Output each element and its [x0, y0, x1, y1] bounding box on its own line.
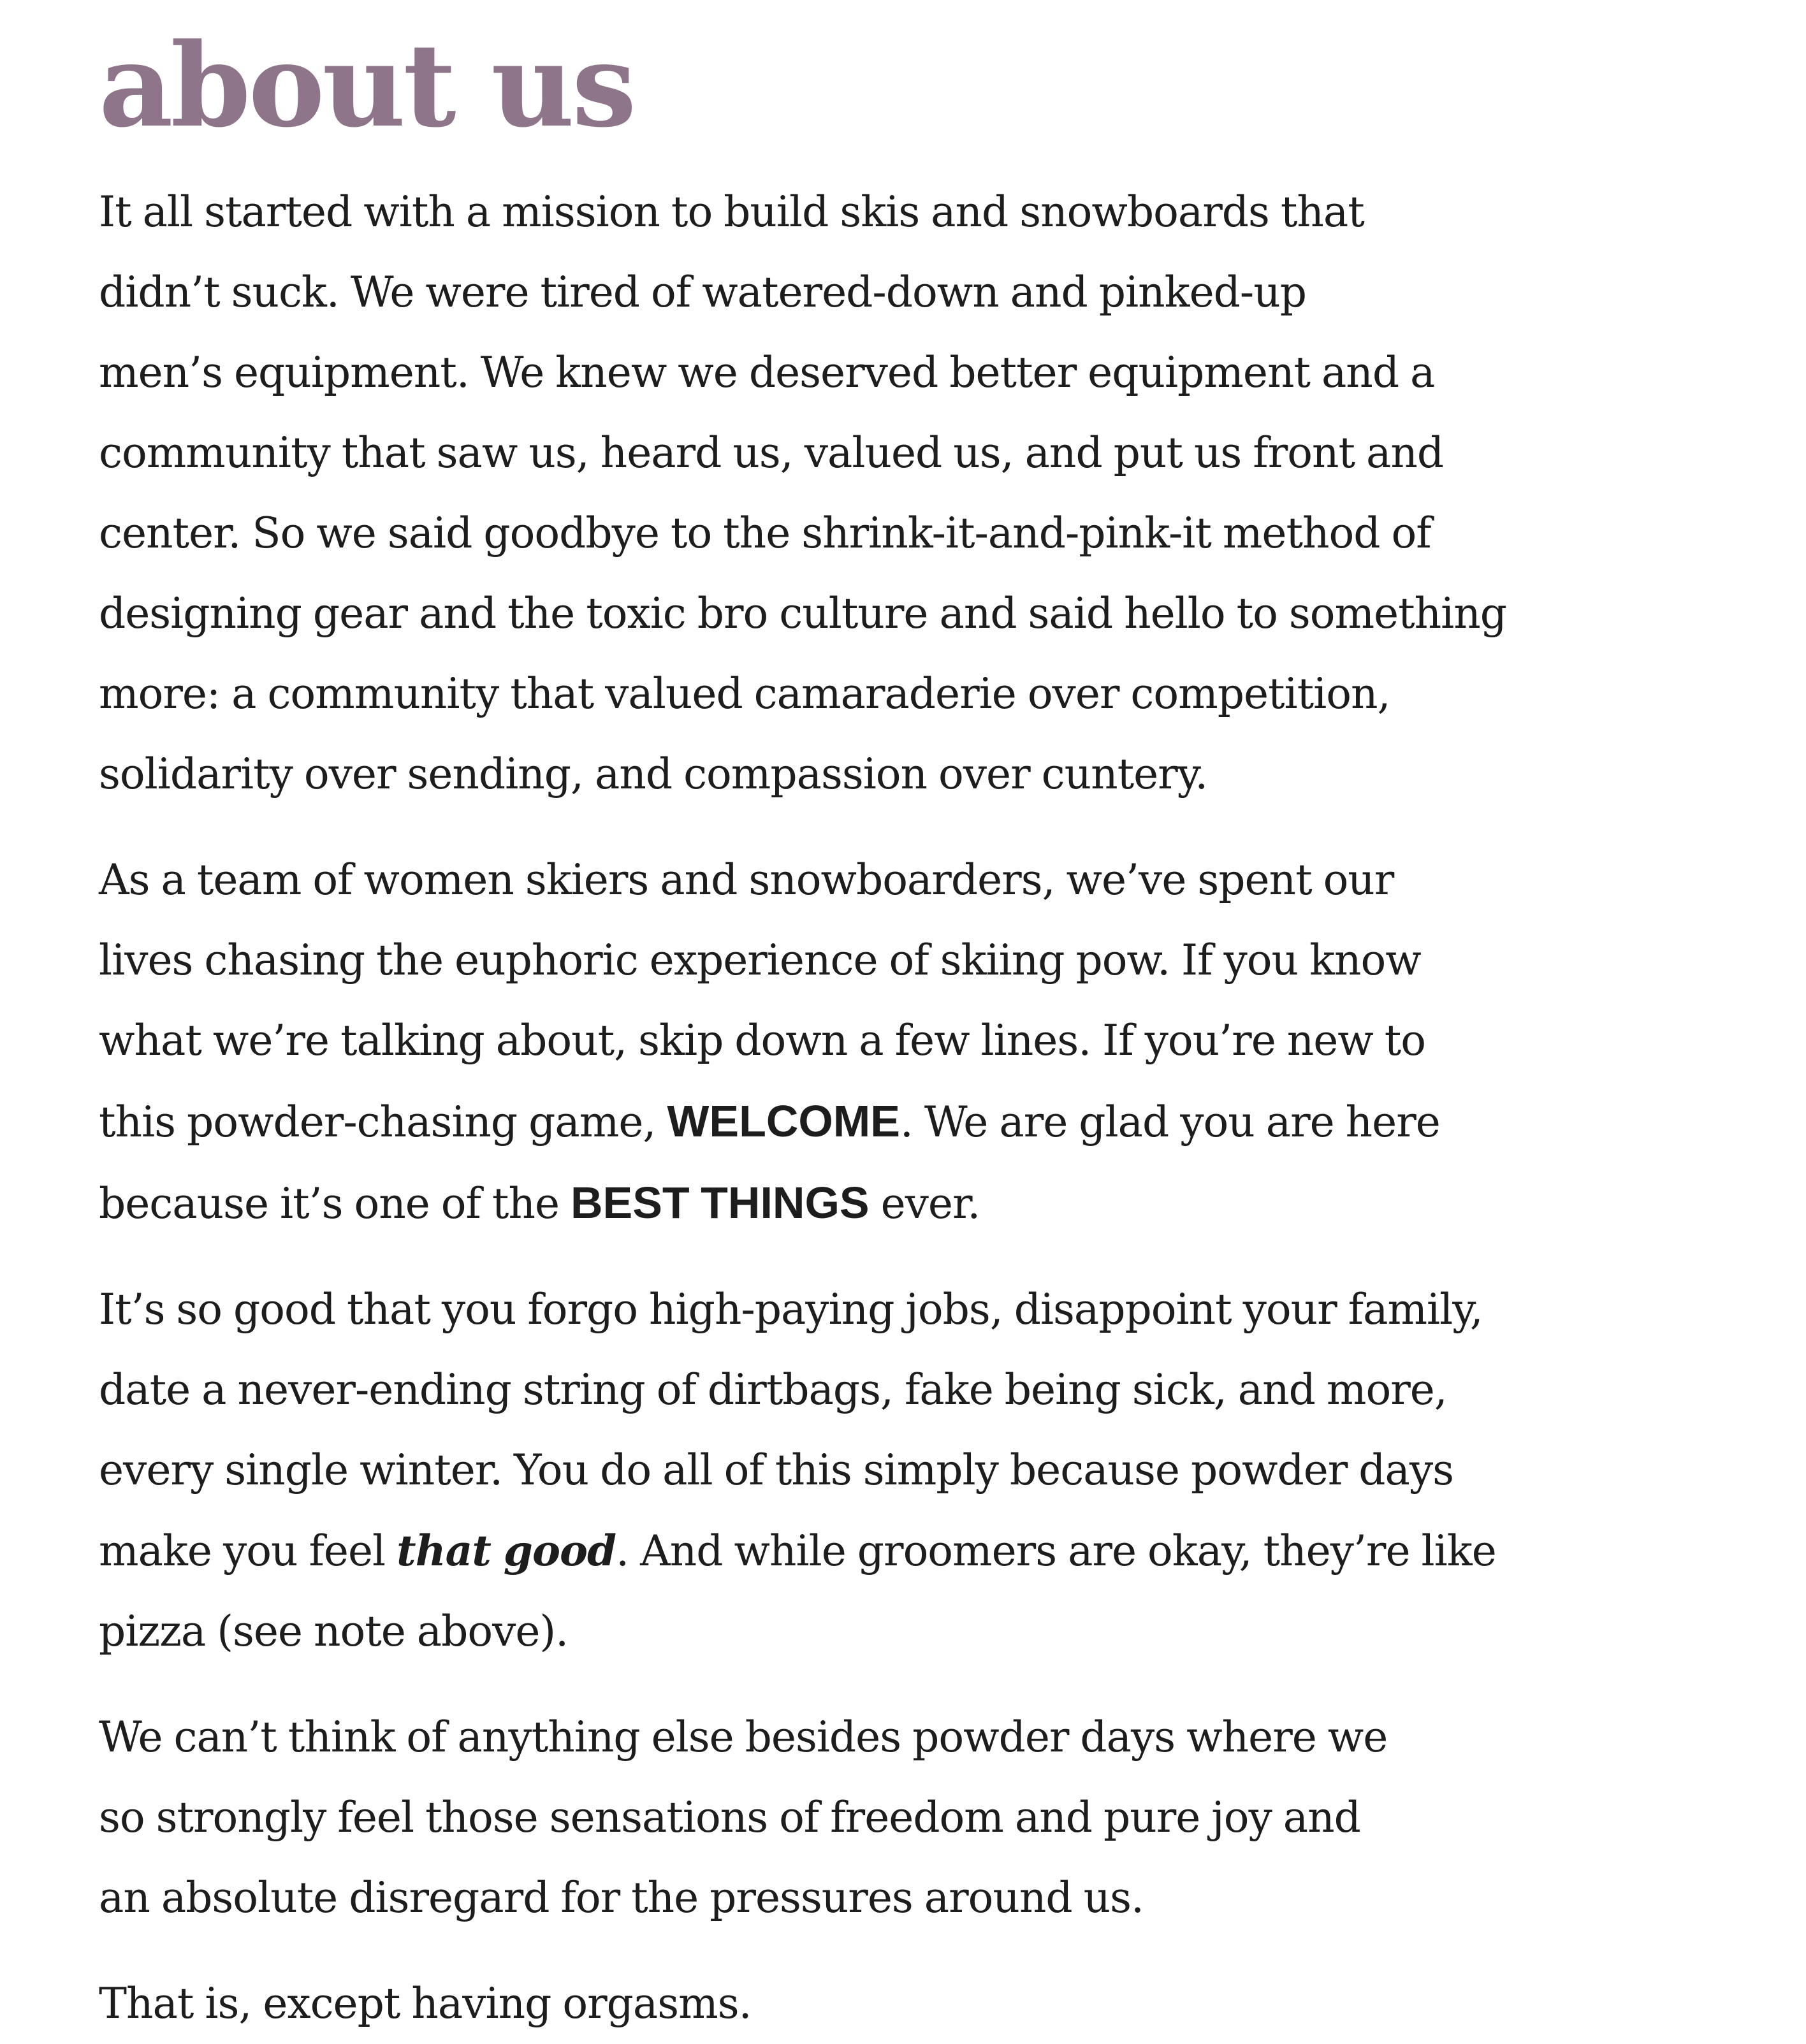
emphasis-that-good: that good	[397, 1526, 616, 1576]
paragraph-3	[99, 1270, 1704, 1672]
article-body	[99, 172, 1704, 2044]
text-line: what we’re talking about, skip down a few lines. If you’re new to	[99, 1016, 1426, 1065]
text-line: so strongly feel those sensations of freedom and pure joy and	[99, 1793, 1360, 1842]
text-fragment: this powder-chasing game,	[99, 1098, 667, 1147]
text-line: date a never-ending string of dirtbags, fake being sick, and more,	[99, 1365, 1447, 1414]
text-line: didn’t suck. We were tired of watered-down and pinked-up	[99, 268, 1306, 317]
paragraph-4	[99, 1697, 1704, 1938]
text-line: solidarity over sending, and compassion over cuntery.	[99, 750, 1208, 799]
text-line: center. So we said goodbye to the shrink-it-and-pink-it method of	[99, 509, 1431, 558]
text-line: every single winter. You do all of this simply because powder days	[99, 1446, 1454, 1495]
text-line: an absolute disregard for the pressures around us.	[99, 1873, 1144, 1922]
text-fragment: because it’s one of the	[99, 1179, 571, 1228]
emphasis-welcome: WELCOME	[667, 1096, 900, 1146]
text-line: It all started with a mission to build skis and snowboards that	[99, 187, 1364, 236]
text-line: We can’t think of anything else besides powder days where we	[99, 1713, 1388, 1762]
paragraph-5	[99, 1964, 1704, 2044]
text-fragment: make you feel	[99, 1526, 397, 1576]
text-line: more: a community that valued camaraderie over competition,	[99, 669, 1390, 718]
text-fragment: . We are glad you are here	[899, 1098, 1440, 1147]
text-line: designing gear and the toxic bro culture and said hello to something	[99, 589, 1506, 638]
text-fragment: . And while groomers are okay, they’re like	[616, 1526, 1496, 1576]
text-line: community that saw us, heard us, valued us, and put us front and	[99, 428, 1444, 477]
paragraph-1	[99, 172, 1704, 815]
page-title: about us	[99, 18, 634, 153]
text-line: men’s equipment. We knew we deserved better equipment and a	[99, 348, 1435, 397]
text-line: As a team of women skiers and snowboarders, we’ve spent our	[99, 855, 1394, 904]
text-fragment: ever.	[869, 1179, 980, 1228]
text-line: lives chasing the euphoric experience of skiing pow. If you know	[99, 936, 1421, 985]
paragraph-2	[99, 840, 1704, 1244]
text-line: pizza (see note above).	[99, 1607, 569, 1656]
text-line: It’s so good that you forgo high-paying jobs, disappoint your family,	[99, 1285, 1483, 1334]
emphasis-best-things: BEST THINGS	[571, 1178, 870, 1228]
text-line: That is, except having orgasms.	[99, 1979, 752, 2028]
